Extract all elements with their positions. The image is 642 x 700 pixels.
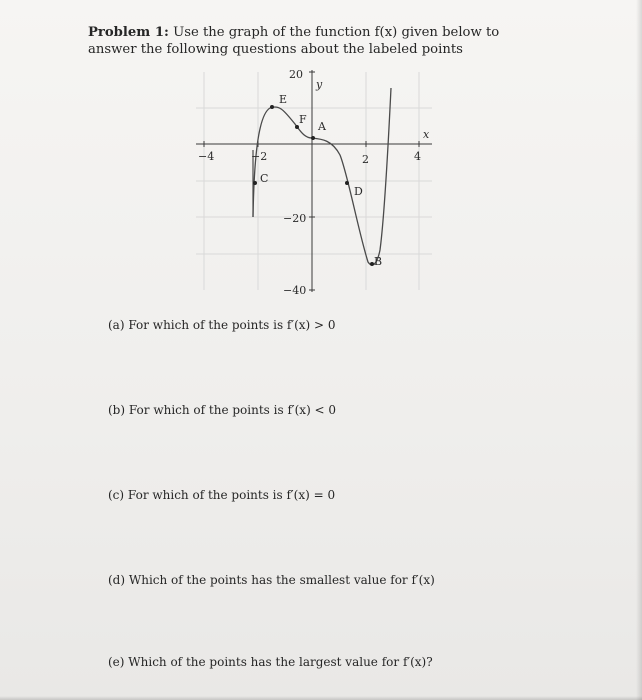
question-label: (a) bbox=[108, 318, 125, 332]
question-c bbox=[108, 488, 335, 502]
x-tick-label: −4 bbox=[198, 150, 215, 163]
question-text: For which of the points is f′(x) < 0 bbox=[128, 403, 337, 417]
y-tick-label: −20 bbox=[283, 212, 307, 225]
question-text: For which of the points is f′(x) = 0 bbox=[127, 488, 336, 502]
point-label-E: E bbox=[279, 93, 288, 106]
point-A-marker bbox=[311, 136, 315, 140]
point-label-D: D bbox=[354, 185, 363, 198]
y-tick-label: 20 bbox=[289, 68, 303, 81]
y-tick-label: −40 bbox=[283, 284, 307, 297]
function-curve bbox=[253, 88, 391, 265]
x-tick-label: 4 bbox=[414, 150, 421, 163]
point-D-marker bbox=[345, 181, 349, 185]
grid bbox=[196, 72, 432, 290]
point-label-A: A bbox=[318, 120, 326, 133]
question-label: (e) bbox=[108, 655, 125, 669]
point-E-marker bbox=[270, 105, 274, 109]
question-label: (c) bbox=[108, 488, 125, 502]
problem-label: Problem 1: bbox=[88, 25, 169, 40]
question-text: Which of the points has the largest value for f′(x)? bbox=[128, 655, 433, 669]
x-tick-label: 2 bbox=[362, 153, 369, 166]
question-e bbox=[108, 655, 433, 669]
point-label-B: B bbox=[374, 255, 383, 268]
question-label: (b) bbox=[108, 403, 126, 417]
question-b bbox=[108, 403, 336, 417]
question-d bbox=[108, 573, 435, 587]
point-label-F: F bbox=[299, 113, 307, 126]
question-label: (d) bbox=[108, 573, 126, 587]
question-text: Which of the points has the smallest value for f′(x) bbox=[128, 573, 435, 587]
x-tick-label: −2 bbox=[251, 150, 268, 163]
question-a bbox=[108, 318, 336, 332]
problem-text: Use the graph of the function f(x) given below to answer the following questions about the labeled points bbox=[88, 25, 500, 57]
point-label-C: C bbox=[260, 172, 269, 185]
question-text: For which of the points is f′(x) > 0 bbox=[128, 318, 336, 332]
point-C-marker bbox=[253, 181, 257, 185]
x-axis-label: x bbox=[423, 128, 430, 141]
y-axis-label: y bbox=[316, 78, 323, 91]
